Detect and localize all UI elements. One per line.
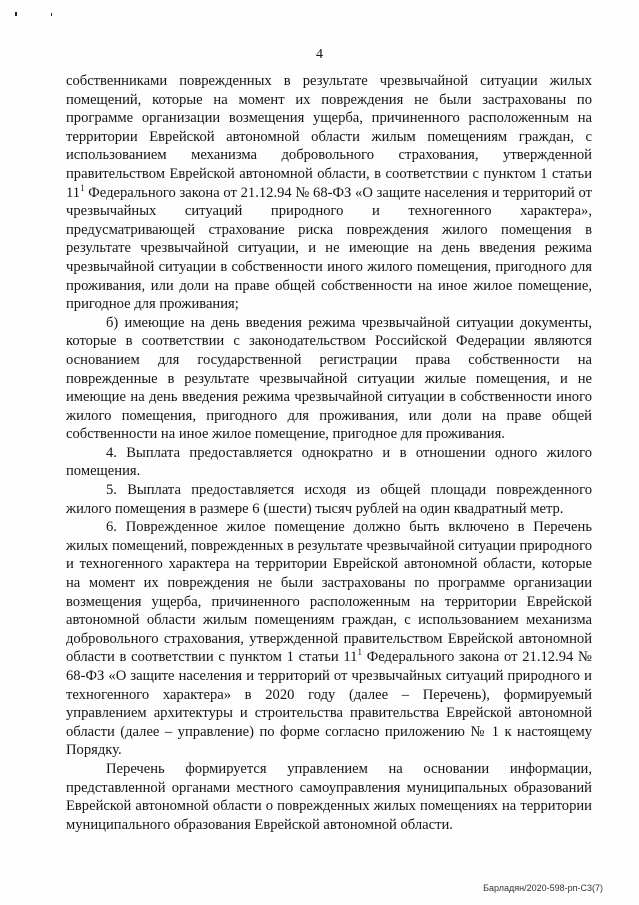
paragraph-text: Перечень формируется управлением на основании информации, представленной органами местного самоуправления муниципальных образований Еврейской автономной области о поврежденных жилых помещениях на территории муниципального образования Еврейской автономной области. xyxy=(66,760,592,833)
paragraph-text: собственниками поврежденных в результате чрезвычайной ситуации жилых помещений, которые на момент их повреждения не были застрахованы по программе организации возмещения ущерба, причиненного расположенным на территории Еврейской автономной области жилым помещениям граждан, с использованием механизма добровольного страхования, утвержденной правительством Еврейской автономной области, в соответствии с пунктом 1 статьи 11 xyxy=(66,73,592,201)
paragraph-text: Федерального закона от 21.12.94 № 68-ФЗ «О защите населения и территорий от чрезвычайных ситуаций природного и техногенного характера», предусматривающей страхование риска повреждения жилого помещения в результате чрезвычайной ситуации, и не имеющие на день введения режима чрезвычайной ситуации в собственности иного жилого помещения, пригодного для проживания, или доли на праве общей собственности на иное жилое помещение, пригодное для проживания; xyxy=(66,184,592,313)
scan-mark xyxy=(15,12,17,16)
page-number: 4 xyxy=(316,47,323,62)
document-body xyxy=(66,72,592,834)
superscript-text: 1 xyxy=(357,647,362,658)
paragraph-text: 4. Выплата предоставляется однократно и в отношении одного жилого помещения. xyxy=(66,444,592,480)
paragraph-text: 5. Выплата предоставляется исходя из общей площади поврежденного жилого помещения в размере 6 (шести) тысяч рублей на один квадратный метр. xyxy=(66,482,592,517)
document-paragraph xyxy=(66,314,592,444)
paragraph-text: 6. Поврежденное жилое помещение должно быть включено в Перечень жилых помещений, поврежденных в результате чрезвычайной ситуации природного и техногенного характера на территории Еврейской автономной области, которые на момент их повреждения не были застрахованы по программе организации возмещения ущерба, причиненного расположенным на территории Еврейской автономной области жилым помещениям граждан, с использованием механизма добровольного страхования, утвержденной правительством Еврейской автономной области в соответствии с пунктом 1 статьи 11 xyxy=(66,519,592,666)
document-paragraph xyxy=(66,518,592,760)
scan-mark xyxy=(51,13,52,16)
document-footer-code: Барладян/2020-598-рп-С3(7) xyxy=(483,883,603,893)
document-paragraph xyxy=(66,72,592,314)
paragraph-text: Федерального закона от 21.12.94 № 68-ФЗ «О защите населения и территорий от чрезвычайных ситуаций природного и техногенного характера» в 2020 году (далее – Перечень), формируемый управлением архитектуры и строительства правительства Еврейской автономной области (далее – управление) по форме согласно приложению № 1 к настоящему Порядку. xyxy=(66,649,592,759)
document-paragraph xyxy=(66,481,592,518)
document-paragraph xyxy=(66,760,592,834)
paragraph-text: б) имеющие на день введения режима чрезвычайной ситуации документы, которые в соответствии с законодательством Российской Федерации являются основанием для государственной регистрации права собственности на поврежденные в результате чрезвычайной ситуации жилые помещения, и не имеющие на день введения режима чрезвычайной ситуации в собственности иного жилого помещения, пригодного для проживания, или доли на праве общей собственности на иное жилое помещение, пригодное для проживания. xyxy=(66,314,592,443)
superscript-text: 1 xyxy=(80,182,85,193)
document-paragraph xyxy=(66,444,592,481)
